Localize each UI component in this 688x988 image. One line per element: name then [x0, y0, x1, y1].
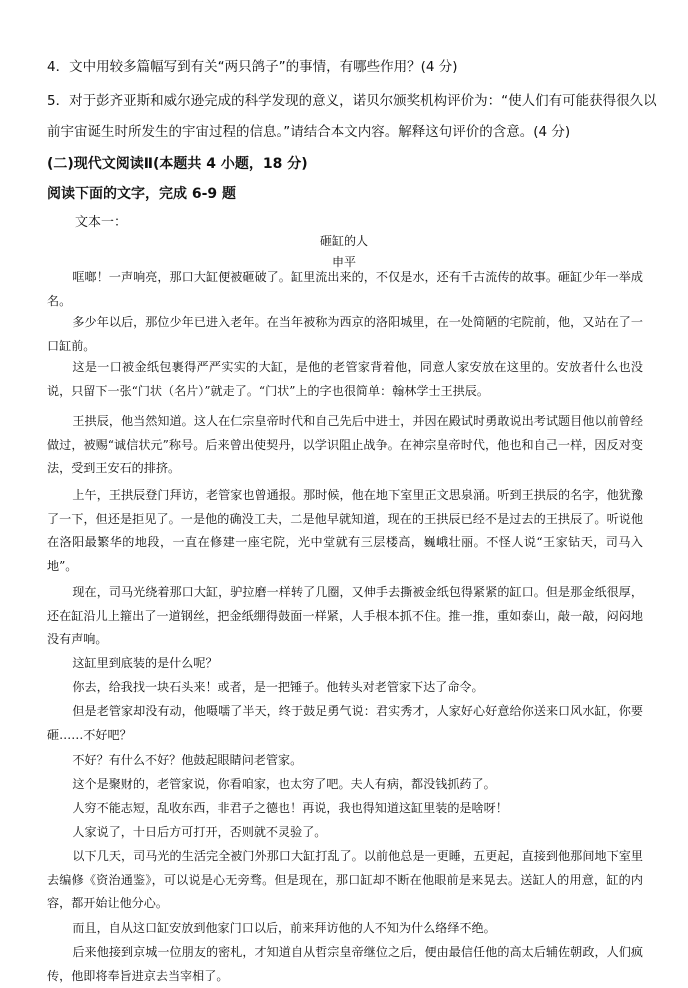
question-text: 对于彭齐亚斯和威尔逊完成的科学发现的意义，诺贝尔颁奖机构评价为：“使人们有可能获得很久以前宇宙诞生时所发生的宇宙过程的信息。”请结合本文内容。解释这句评价的含意。(4 分): [47, 93, 657, 140]
article-paragraph: 上午，王拱辰登门拜访，老管家也曾通报。那时候，他在地下室里正文思泉涌。听到王拱辰的名字，他犹豫了一下，但还是拒见了。一是他的确没工夫，二是他早就知道，现在的王拱辰已经不是过去的王拱辰了。听说他在洛阳最繁华的地段，一直在修建一座宅院，光中堂就有三层楼高，巍峨壮丽。不怪人说“王家钻天，司马入地”。: [47, 488, 643, 573]
article-title: 砸缸的人: [319, 234, 368, 248]
article-paragraph: 这个是聚财的，老管家说，你看咱家，也太穷了吧。夫人有病，都没钱抓药了。: [72, 777, 496, 791]
article-paragraph: 多少年以后，那位少年已进入老年。在当年被称为西京的洛阳城里，在一处简陋的宅院前，他，又站在了一口缸前。: [47, 315, 643, 353]
question-text: 文中用较多篇幅写到有关“两只鸽子”的事情，有哪些作用？(4 分): [69, 59, 458, 75]
article-paragraph: 人家说了，十日后方可打开，否则就不灵验了。: [72, 825, 327, 839]
article-paragraph: 这缸里到底装的是什么呢？: [72, 656, 218, 670]
question-4: [47, 57, 657, 77]
article-author: 申平: [331, 255, 356, 269]
article-paragraph: 现在，司马光绕着那口大缸，驴拉磨一样转了几圈，又伸手去撕被金纸包得紧紧的缸口。但是那金纸很厚，还在缸沿儿上箍出了一道钢丝，把金纸绷得鼓面一样紧，人手根本抓不住。推一推，重如泰山，敲一敲，闷闷地没有声响。: [47, 585, 643, 647]
article-paragraph: 哐啷！一声响亮，那口大缸便被砸破了。缸里流出来的，不仅是水，还有千古流传的故事。砸缸少年一举成名。: [47, 270, 643, 308]
article-paragraph: 人穷不能志短，乱收东西，非君子之德也！再说，我也得知道这缸里装的是啥呀！: [72, 801, 508, 815]
article-paragraph: 王拱辰，他当然知道。这人在仁宗皇帝时代和自己先后中进士，并因在殿试时勇敢说出考试题目他以前曾经做过，被赐“诚信状元”称号。后来曾出使契丹，以学识阻止战争。在神宗皇帝时代，他也和自己一样，因反对变法，受到王安石的排挤。: [47, 414, 643, 476]
article-paragraph: 你去，给我找一块石头来！或者，是一把锤子。他转头对老管家下达了命令。: [72, 680, 484, 694]
article-paragraph: 但是老管家却没有动，他嗫嚅了半天，终于鼓足勇气说：君实秀才，人家好心好意给你送来口风水缸，你要砸……不好吧？: [47, 704, 643, 742]
article-paragraph: 后来他接到京城一位朋友的密札，才知道自从哲宗皇帝继位之后，便由最信任他的高太后辅佐朝政，人们疯传，他即将奉旨进京去当宰相了。: [47, 945, 643, 983]
reading-instruction: 阅读下面的文字，完成 6-9 题: [47, 186, 237, 202]
article-paragraph: 这是一口被金纸包裹得严严实实的大缸，是他的老管家背着他，同意人家安放在这里的。安放者什么也没说，只留下一张“门状（名片）”就走了。“门状”上的字也很简单：翰林学士王拱辰。: [47, 360, 643, 398]
article-paragraph: 不好？有什么不好？他鼓起眼睛问老管家。: [72, 753, 303, 767]
text-label: 文本一：: [75, 215, 128, 230]
section-title: (二)现代文阅读Ⅱ(本题共 4 小题，18 分): [47, 156, 308, 172]
question-number: 4．: [47, 59, 70, 75]
article-paragraph: 以下几天，司马光的生活完全被门外那口大缸打乱了。以前他总是一更睡，五更起，直接到他那间地下室里去编修《资治通鉴》，可以说是心无旁骛。但是现在，那口缸却不断在他眼前是来晃去。送缸人的用意，缸的内容，都开始让他分心。: [47, 849, 643, 911]
article-paragraph: 而且，自从这口缸安放到他家门口以后，前来拜访他的人不知为什么络绎不绝。: [72, 921, 496, 935]
question-number: 5．: [47, 93, 70, 109]
question-5: [47, 86, 657, 148]
